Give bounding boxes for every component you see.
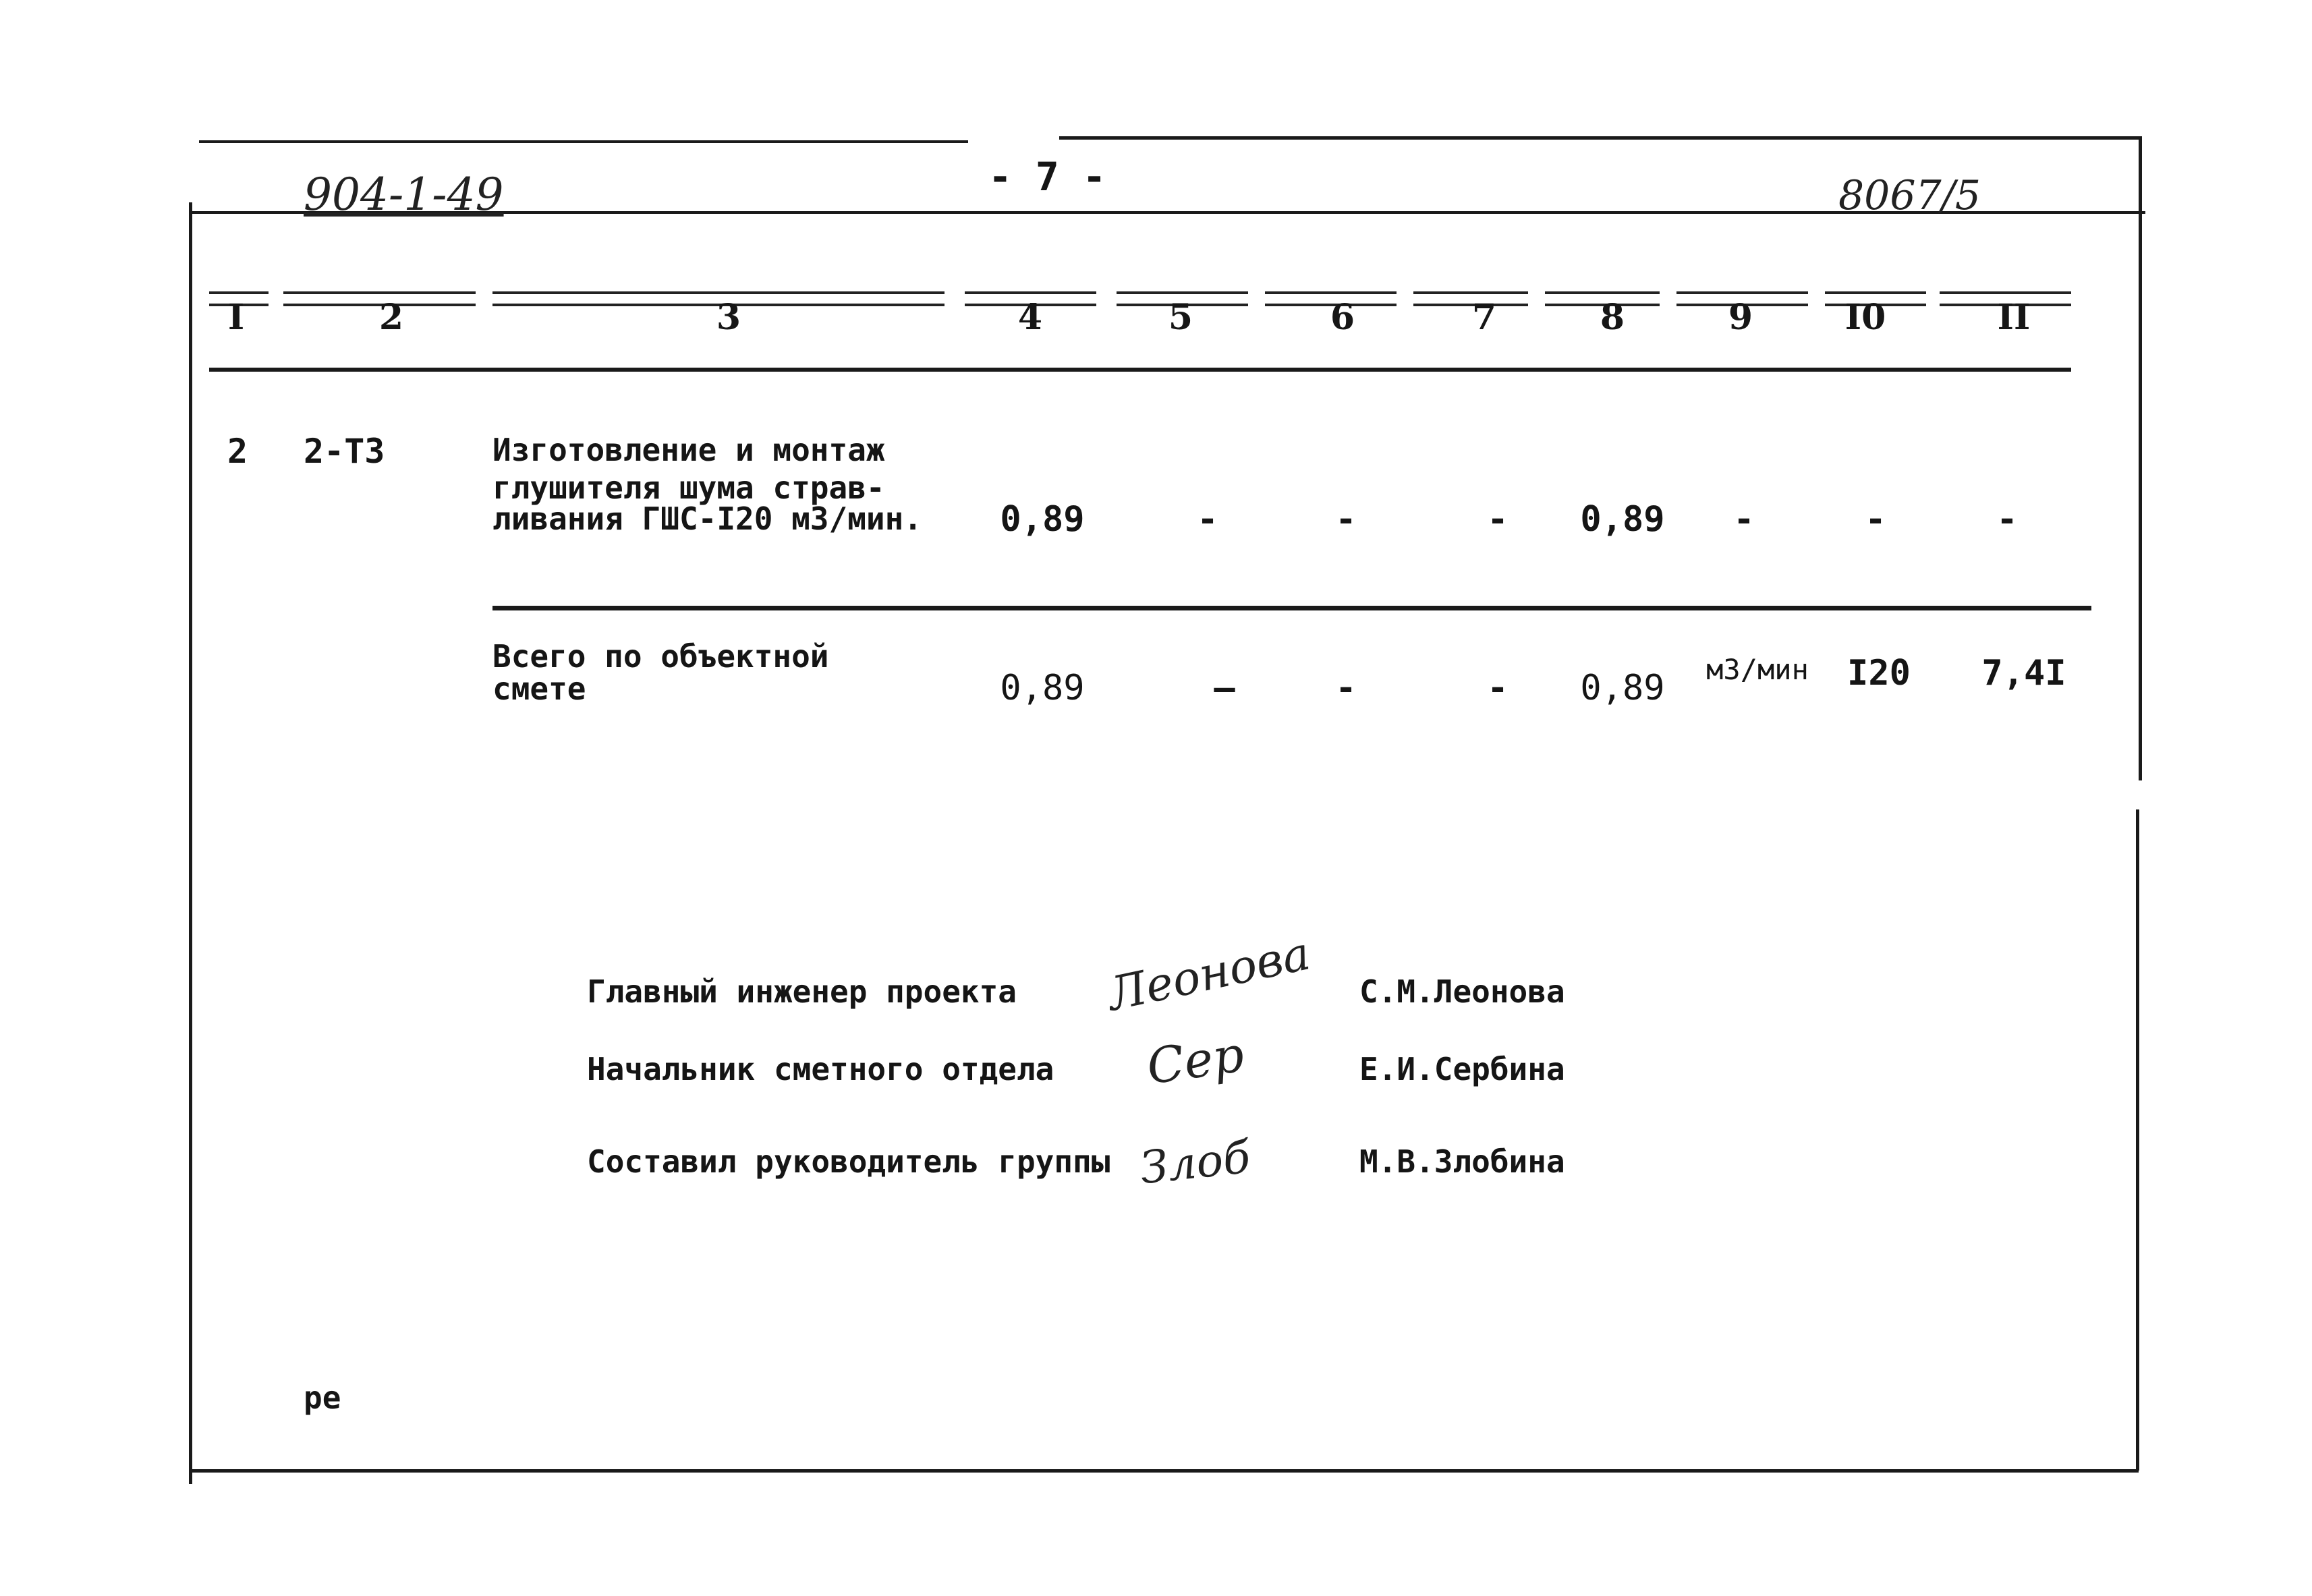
row-col-8: 0,89 — [1580, 499, 1665, 540]
doc-code: 904-1-49 — [304, 169, 504, 221]
signature-3: Злоб — [1137, 1131, 1253, 1195]
row-col-9: - — [1733, 499, 1755, 540]
header-bottom-rule — [209, 368, 2071, 372]
signature-role-1: Главный инженер проекта — [587, 973, 1017, 1010]
right-border-upper — [2139, 136, 2142, 780]
row-description-line-3: ливания ГШС-I20 м3/мин. — [492, 501, 922, 537]
signature-2: Сер — [1143, 1025, 1247, 1095]
col-number-5: 5 — [1168, 297, 1193, 338]
row-code: 2-ТЗ — [304, 432, 385, 471]
total-description-line-2: смете — [492, 671, 586, 707]
col-number-11: II — [1997, 297, 2031, 338]
total-col-7: - — [1487, 668, 1509, 708]
total-col-11: 7,4I — [1981, 653, 2066, 693]
col-number-9: 9 — [1728, 297, 1753, 338]
top-rule-upper-right — [1059, 136, 2139, 140]
col-rule-7 — [1413, 291, 1528, 306]
col-number-8: 8 — [1600, 297, 1625, 338]
total-description-line-1: Всего по объектной — [492, 638, 829, 675]
row-col-5: - — [1197, 499, 1218, 540]
total-separator-rule — [492, 606, 2091, 610]
row-col-7: - — [1487, 499, 1509, 540]
signature-name-2: Е.И.Сербина — [1359, 1051, 1565, 1087]
total-col-6: - — [1335, 668, 1357, 708]
row-col-6: - — [1335, 499, 1357, 540]
row-description-line-2: глушителя шума страв- — [492, 469, 885, 506]
top-rule-upper — [199, 140, 968, 143]
row-description-line-1: Изготовление и монтаж — [492, 432, 885, 468]
total-col-5: — — [1214, 668, 1235, 708]
right-border-lower — [2136, 809, 2139, 1471]
total-col-9: м3/мин — [1706, 653, 1809, 686]
signature-name-1: С.М.Леонова — [1359, 973, 1565, 1010]
col-number-7: 7 — [1471, 297, 1497, 338]
total-col-4: 0,89 — [1000, 668, 1085, 708]
col-number-4: 4 — [1017, 297, 1043, 338]
col-number-1: I — [227, 297, 245, 338]
left-border — [189, 202, 192, 1484]
footer-mark: ре — [304, 1379, 341, 1416]
total-col-10: I20 — [1847, 653, 1911, 693]
page-number: - 7 - — [988, 154, 1106, 200]
col-number-3: 3 — [716, 297, 741, 338]
sheet-code: 8067/5 — [1838, 172, 1981, 219]
col-number-2: 2 — [378, 297, 404, 338]
signature-1: Леонова — [1103, 927, 1315, 1022]
bottom-border — [192, 1469, 2139, 1473]
signature-role-2: Начальник сметного отдела — [587, 1051, 1054, 1087]
col-number-10: I0 — [1844, 297, 1886, 338]
total-col-8: 0,89 — [1580, 668, 1665, 708]
row-number: 2 — [227, 432, 248, 471]
row-col-11: - — [1996, 499, 2018, 540]
row-col-4: 0,89 — [1000, 499, 1085, 540]
signature-name-3: М.В.Злобина — [1359, 1143, 1565, 1180]
signature-role-3: Составил руководитель группы — [587, 1143, 1110, 1180]
row-col-10: - — [1865, 499, 1886, 540]
col-number-6: 6 — [1330, 297, 1355, 338]
